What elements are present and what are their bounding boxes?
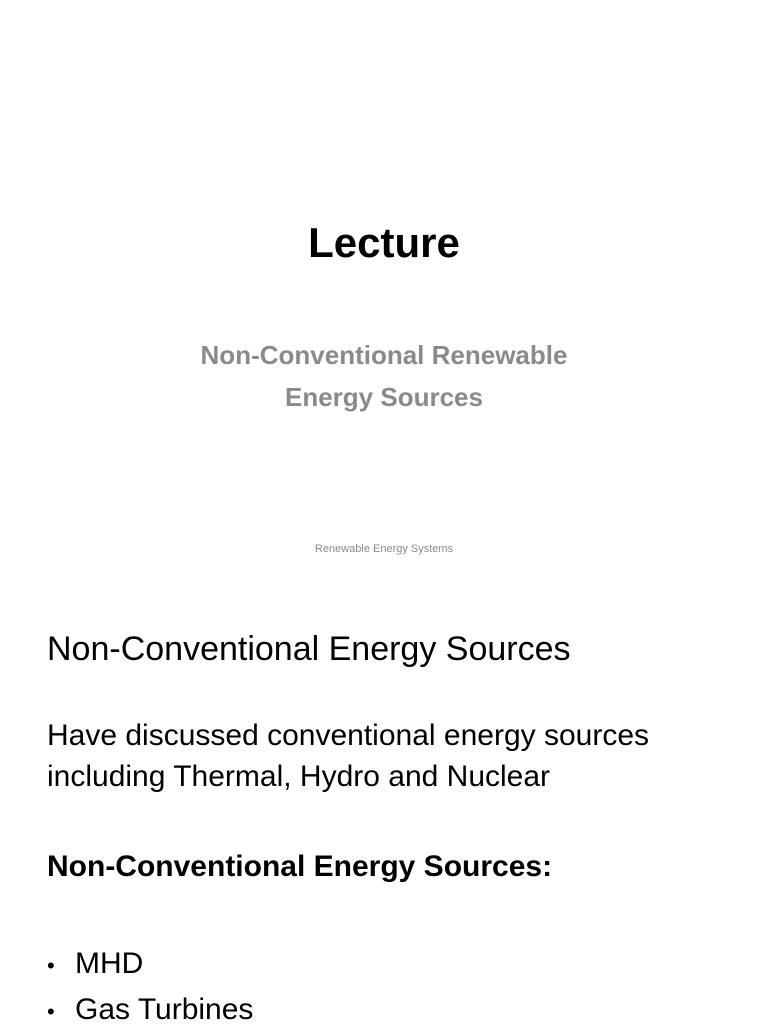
slide-subheading: Non-Conventional Energy Sources: [47, 850, 553, 883]
paragraph-line-2: including Thermal, Hydro and Nuclear [47, 760, 551, 793]
bullet-icon: • [47, 953, 55, 978]
bullet-icon: • [47, 999, 55, 1024]
subtitle-line-1: Non-Conventional Renewable [200, 340, 568, 370]
intro-paragraph [47, 715, 747, 797]
content-slide [0, 590, 768, 1024]
list-item-label: Gas Turbines [75, 993, 254, 1024]
paragraph-line-1: Have discussed conventional energy sources [47, 719, 650, 752]
list-item [47, 942, 253, 988]
slide-subtitle [0, 334, 768, 418]
bullet-list [47, 942, 253, 1024]
subtitle-line-2: Energy Sources [285, 382, 483, 412]
list-item [47, 988, 253, 1024]
slide-footer: Renewable Energy Systems [314, 543, 454, 555]
list-item-label: MHD [75, 947, 144, 980]
slide-title: Lecture [308, 219, 460, 266]
slide-heading: Non-Conventional Energy Sources [47, 630, 571, 668]
